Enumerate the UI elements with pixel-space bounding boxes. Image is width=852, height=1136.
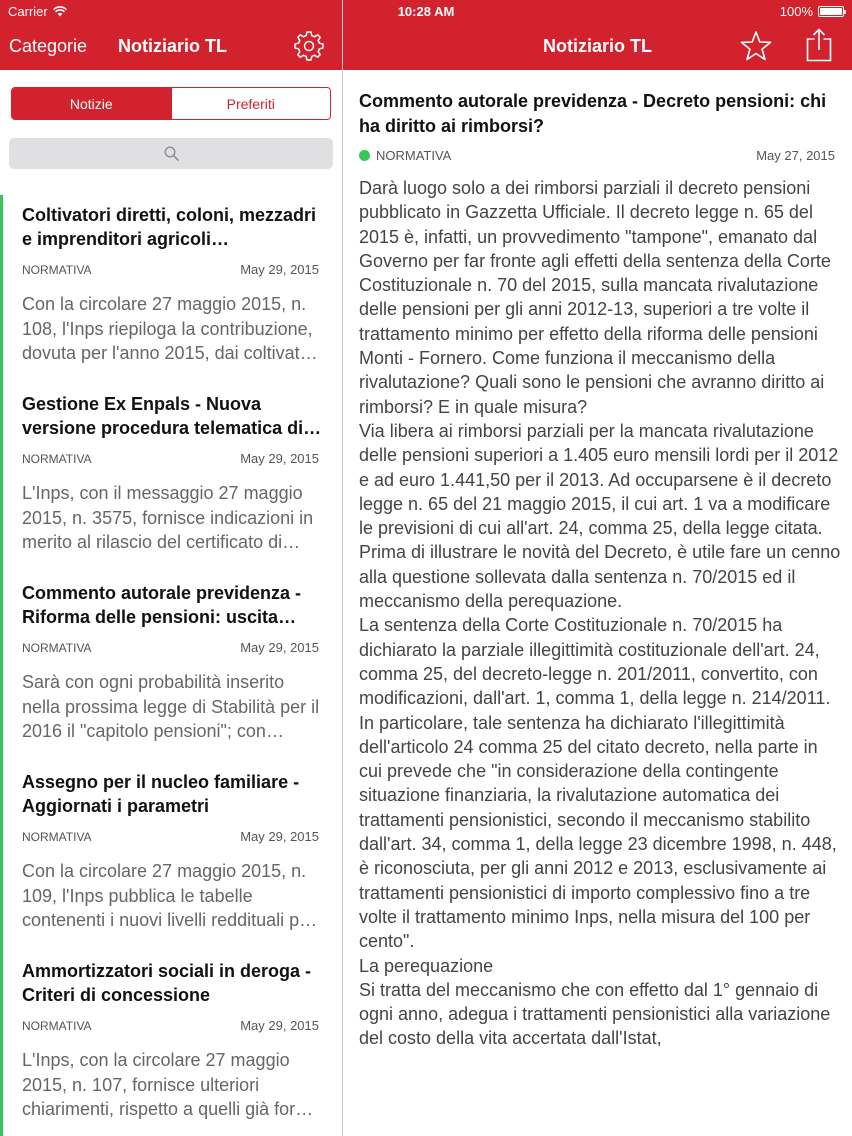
battery-icon bbox=[818, 6, 844, 17]
news-date: May 29, 2015 bbox=[240, 451, 319, 466]
news-excerpt: Con la circolare 27 maggio 2015, n. 108, l'Inps riepiloga la contribuzione, dovuta per l'anno 2015, dai coltivatori bbox=[22, 294, 320, 363]
article-paragraph: Si tratta del meccanismo che con effetto dal 1° gennaio di ogni anno, adegua i trattamenti pensionistici alla variazione del costo della vita accertata dall'Istat, bbox=[359, 979, 831, 1049]
news-title: Gestione Ex Enpals - Nuova versione procedura telematica di bbox=[22, 394, 304, 438]
news-date: May 29, 2015 bbox=[240, 640, 319, 655]
tab-notizie[interactable]: Notizie bbox=[12, 88, 171, 119]
article-paragraph: Prima di illustrare le novità del Decreto, è utile fare un cenno alla questione sollevata dalla sentenza n. 70/2015 ed il meccanismo della perequazione. bbox=[359, 542, 841, 612]
battery-percent: 100% bbox=[779, 4, 813, 19]
news-title: Ammortizzatori sociali in deroga - Criteri di concessione bbox=[22, 961, 312, 1005]
battery-indicator bbox=[780, 4, 844, 19]
news-category: NORMATIVA bbox=[22, 1019, 92, 1033]
article-paragraph: La sentenza della Corte Costituzionale n. 70/2015 ha dichiarato la parziale illegittimità costituzionale dell'art. 24, comma 25, del decreto-legge n. 201/2011, convertito, con modificazioni, dall'art. 1, comma 1, della legge n. 214/2011. In particolare, tale sentenza ha dichiarato l'illegittimità dell'articolo 24 comma 25 del citato decreto, nella parte in cui prevede che "in considerazione della contingente situazione finanziaria, la rivalutazione automatica dei trattamenti pensionistici, secondo il meccanismo stabilito dall'art. 34, comma 1, della legge 23 dicembre 1998, n. 448, è riconosciuta, per gli anni 2012 e 2013, esclusivamente ai trattamenti pensionistici di importo complessivo fino a tre volte il trattamento minimo Inps, nella misura del 100 per cento". bbox=[359, 615, 837, 952]
status-time: 10:28 AM bbox=[397, 4, 455, 19]
news-date: May 29, 2015 bbox=[240, 829, 319, 844]
news-list-panel bbox=[0, 70, 342, 1136]
tab-preferiti[interactable]: Preferiti bbox=[171, 88, 331, 119]
news-date: May 29, 2015 bbox=[240, 262, 319, 277]
news-list bbox=[0, 195, 342, 1136]
news-category: NORMATIVA bbox=[22, 263, 92, 277]
categories-button[interactable]: Categorie bbox=[9, 36, 88, 56]
status-bar bbox=[0, 0, 852, 22]
news-category: NORMATIVA bbox=[22, 641, 92, 655]
news-list-item[interactable] bbox=[0, 762, 342, 951]
article-title: Commento autorale previdenza - Decreto pensioni: chi ha diritto ai rimborsi? bbox=[359, 91, 827, 136]
article-paragraph: Via libera ai rimborsi parziali per la mancata rivalutazione delle pensioni superiori a 1.405 euro mensili lordi per il 2012 e ad euro 1.441,50 per il 2013. Ad occuparsene è il decreto legge n. 65 del 21 maggio 2015, il cui art. 1 va a modificare le previsioni di cui all'art. 24, comma 25, della legge citata. bbox=[359, 420, 839, 539]
news-title: Assegno per il nucleo familiare - Aggiornati i parametri bbox=[22, 772, 300, 816]
news-category: NORMATIVA bbox=[22, 830, 92, 844]
article-detail-panel bbox=[343, 70, 852, 1136]
search-icon bbox=[164, 146, 179, 161]
share-icon[interactable] bbox=[806, 28, 832, 62]
news-excerpt: L'Inps, con il messaggio 27 maggio 2015, n. 3575, fornisce indicazioni in merito al rilascio del certificato di bbox=[22, 483, 314, 552]
news-list-item[interactable] bbox=[0, 573, 342, 762]
article-subheading: La perequazione bbox=[359, 955, 494, 976]
news-list-item[interactable] bbox=[0, 951, 342, 1136]
news-list-item[interactable] bbox=[0, 195, 342, 384]
right-nav-title: Notiziario TL bbox=[543, 36, 652, 56]
segmented-control bbox=[11, 87, 331, 120]
news-excerpt: L'Inps, con la circolare 27 maggio 2015, n. 107, fornisce ulteriori chiarimenti, rispetto a quelli già forniti bbox=[22, 1050, 319, 1119]
news-list-item[interactable] bbox=[0, 384, 342, 573]
news-title: Coltivatori diretti, coloni, mezzadri e imprenditori agricoli bbox=[22, 205, 317, 249]
article-paragraph: Darà luogo solo a dei rimborsi parziali il decreto pensioni pubblicato in Gazzetta Ufficiale. Il decreto legge n. 65 del 2015 è, infatti, un provvedimento "tampone", emanato dal Governo per far fronte agli effetti della sentenza della Corte Costituzionale n. 70 del 2015, sulla mancata rivalutazione delle pensioni per gli anni 2012-13, superiori a tre volte il trattamento minimo per effetto della riforma delle pensioni Monti - Fornero. Come funziona il meccanismo della rivalutazione? Quali sono le pensioni che avranno diritto ai rimborsi? E in quale misura? bbox=[359, 178, 831, 417]
search-input[interactable] bbox=[9, 138, 333, 169]
carrier-label: Carrier bbox=[8, 4, 48, 19]
star-icon[interactable] bbox=[740, 30, 772, 62]
news-excerpt: Con la circolare 27 maggio 2015, n. 109, l'Inps pubblica le tabelle contenenti i nuovi livelli reddituali per bbox=[22, 861, 316, 930]
article-meta bbox=[359, 148, 835, 164]
left-nav-bar bbox=[0, 22, 342, 70]
left-nav-title: Notiziario TL bbox=[118, 36, 227, 56]
news-date: May 29, 2015 bbox=[240, 1018, 319, 1033]
right-nav-bar bbox=[343, 22, 852, 70]
gear-icon[interactable] bbox=[294, 31, 324, 61]
article-date: May 27, 2015 bbox=[756, 148, 835, 163]
article-body bbox=[359, 176, 841, 1051]
news-excerpt: Sarà con ogni probabilità inserito nella prossima legge di Stabilità per il 2016 il "capitolo pensioni"; con bbox=[22, 672, 320, 741]
news-category: NORMATIVA bbox=[22, 452, 92, 466]
article-category: NORMATIVA bbox=[376, 148, 452, 163]
news-title: Commento autorale previdenza - Riforma delle pensioni: uscita bbox=[22, 583, 302, 627]
category-dot bbox=[359, 150, 370, 161]
